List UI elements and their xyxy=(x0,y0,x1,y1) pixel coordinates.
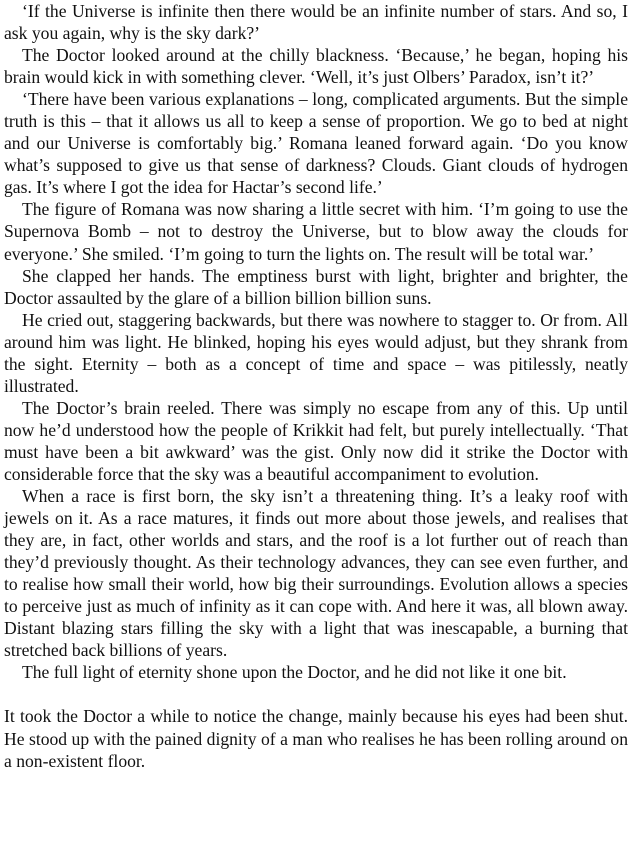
paragraph: ‘There have been various explanations – long, complicated arguments. But the simple truth is this – that it allows us all to keep a sense of proportion. We go to bed at night and our Universe is comfortably big.’ Romana leaned forward again. ‘Do you know what’s supposed to give us that sense of darkness? Clouds. Giant clouds of hydrogen gas. It’s where I got the idea for Hactar’s second life.’ xyxy=(4,89,628,198)
paragraph: He cried out, staggering backwards, but there was nowhere to stagger to. Or from. All around him was light. He blinked, hoping his eyes would adjust, but they shrank from the sight. Eternity – both as a concept of time and space – was pitilessly, neatly illustrated. xyxy=(4,309,628,396)
paragraph: When a race is first born, the sky isn’t a threatening thing. It’s a leaky roof with jewels on it. As a race matures, it finds out more about those jewels, and realises that they are, in fact, other worlds and stars, and the roof is a lot further out of reach than they’d previously thought. As their technology advances, they can see even further, and to realise how small their world, how big their surroundings. Evolution allows a species to perceive just as much of infinity as it can cope with. And here it was, all blown away. Distant blazing stars filling the sky with a light that was inescapable, a burning that stretched back billions of years. xyxy=(4,486,628,661)
paragraph: The Doctor looked around at the chilly blackness. ‘Because,’ he began, hoping his brain would kick in with something clever. ‘Well, it’s just Olbers’ Paradox, isn’t it?’ xyxy=(4,45,628,88)
paragraph: The full light of eternity shone upon the Doctor, and he did not like it one bit. xyxy=(22,662,567,683)
paragraph: ‘If the Universe is infinite then there would be an infinite number of stars. And so, I ask you again, why is the sky dark?’ xyxy=(4,1,628,44)
paragraph: It took the Doctor a while to notice the change, mainly because his eyes had been shut. He stood up with the pained dignity of a man who realises he has been rolling around on a non-existent floor. xyxy=(4,706,628,771)
book-page xyxy=(4,0,628,772)
paragraph: The Doctor’s brain reeled. There was simply no escape from any of this. Up until now he’d understood how the people of Krikkit had felt, but purely intellectually. ‘That must have been a bit awkward’ was the gist. Only now did it strike the Doctor with considerable force that the sky was a beautiful accompaniment to evolution. xyxy=(4,397,628,484)
paragraph: She clapped her hands. The emptiness burst with light, brighter and brighter, the Doctor assaulted by the glare of a billion billion billion suns. xyxy=(4,265,628,308)
section-break xyxy=(4,683,628,705)
paragraph: The figure of Romana was now sharing a little secret with him. ‘I’m going to use the Supernova Bomb – not to destroy the Universe, but to blow away the clouds for everyone.’ She smiled. ‘I’m going to turn the lights on. The result will be total war.’ xyxy=(4,199,628,264)
